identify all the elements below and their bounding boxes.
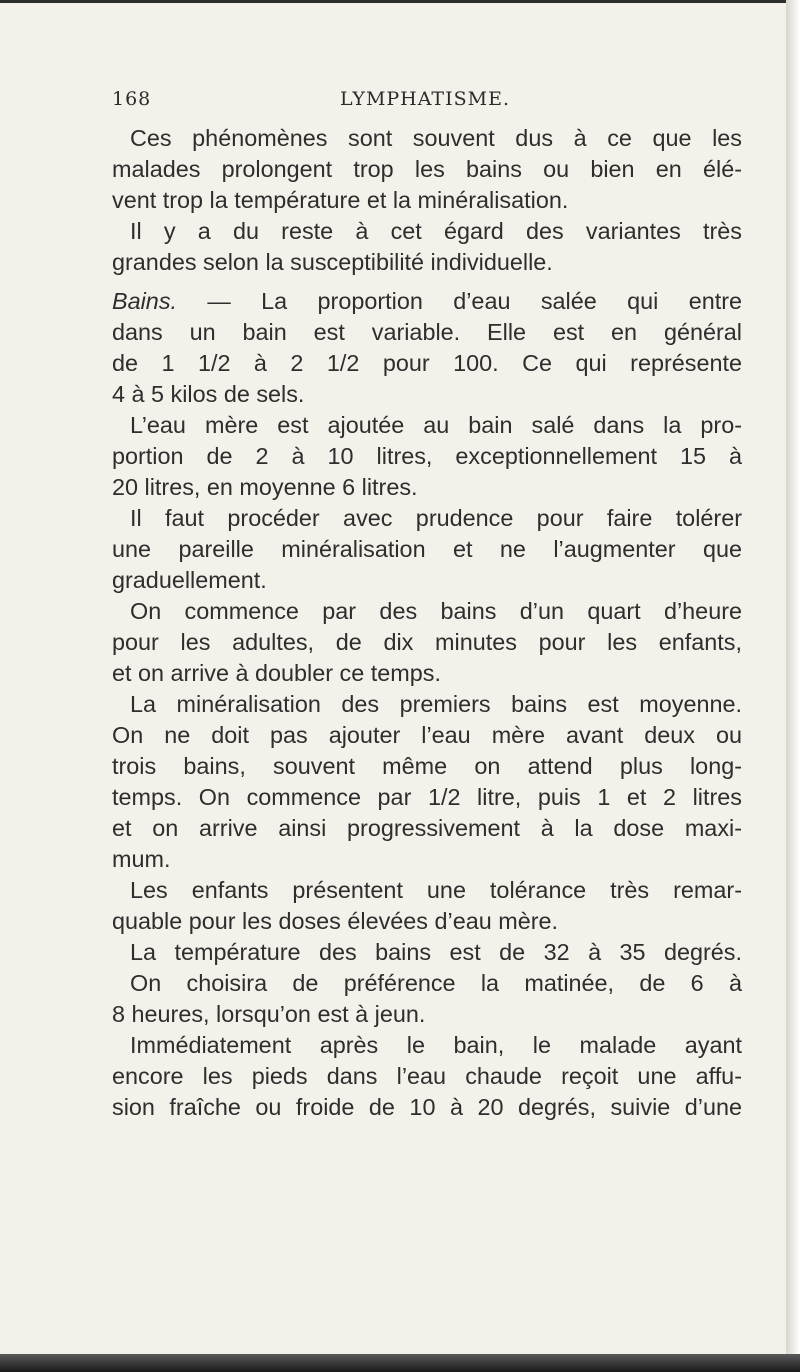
text-line-content: vent trop la température et la minéralisation. xyxy=(112,187,569,213)
text-line-content: temps. On commence par 1/2 litre, puis 1 et 2 litres xyxy=(112,784,742,810)
page-number: 168 xyxy=(112,88,152,110)
text-line xyxy=(112,565,742,596)
text-line-content: On ne doit pas ajouter l’eau mère avant deux ou xyxy=(112,722,742,748)
text-line xyxy=(112,286,742,317)
text-line-content: L’eau mère est ajoutée au bain salé dans la pro- xyxy=(130,412,742,438)
text-line xyxy=(112,534,742,565)
text-line xyxy=(112,1061,742,1092)
text-line xyxy=(112,658,742,689)
scan-margin-bottom xyxy=(0,1354,800,1372)
text-line xyxy=(112,379,742,410)
text-line xyxy=(112,627,742,658)
text-line-content: dans un bain est variable. Elle est en général xyxy=(112,319,742,345)
text-line xyxy=(112,1092,742,1123)
body-text xyxy=(112,123,742,1123)
text-line-content: graduellement. xyxy=(112,567,267,593)
text-line xyxy=(112,999,742,1030)
text-line-content: malades prolongent trop les bains ou bien en élé- xyxy=(112,156,742,182)
text-line xyxy=(112,844,742,875)
text-line xyxy=(112,185,742,216)
text-line xyxy=(112,596,742,627)
text-line xyxy=(112,813,742,844)
text-line xyxy=(112,441,742,472)
section-lead-heading: Bains. xyxy=(112,288,178,314)
text-line xyxy=(112,937,742,968)
text-line-content: Ces phénomènes sont souvent dus à ce que les xyxy=(130,125,742,151)
text-line-content: La minéralisation des premiers bains est moyenne. xyxy=(130,691,742,717)
text-line xyxy=(112,216,742,247)
text-line xyxy=(112,1030,742,1061)
text-line xyxy=(112,906,742,937)
text-line-content: 8 heures, lorsqu’on est à jeun. xyxy=(112,1001,426,1027)
text-line-content: Immédiatement après le bain, le malade ayant xyxy=(130,1032,742,1058)
text-line-content: encore les pieds dans l’eau chaude reçoit une affu- xyxy=(112,1063,742,1089)
text-line xyxy=(112,720,742,751)
text-line xyxy=(112,410,742,441)
text-line xyxy=(112,689,742,720)
text-line xyxy=(112,875,742,906)
text-line-content: Il faut procéder avec prudence pour faire tolérer xyxy=(130,505,742,531)
text-line-content: 20 litres, en moyenne 6 litres. xyxy=(112,474,418,500)
text-line xyxy=(112,317,742,348)
text-line-content: On choisira de préférence la matinée, de 6 à xyxy=(130,970,742,996)
text-line xyxy=(112,348,742,379)
running-title: LYMPHATISME. xyxy=(340,88,510,110)
text-line xyxy=(112,247,742,278)
text-line-content: et on arrive à doubler ce temps. xyxy=(112,660,441,686)
text-line xyxy=(112,968,742,999)
text-line-content: — La proportion d’eau salée qui entre xyxy=(207,288,743,314)
text-line xyxy=(112,782,742,813)
text-line-content: On commence par des bains d’un quart d’heure xyxy=(130,598,742,624)
text-line xyxy=(112,503,742,534)
text-line-content: et on arrive ainsi progressivement à la dose maxi- xyxy=(112,815,742,841)
text-line-content: portion de 2 à 10 litres, exceptionnellement 15 à xyxy=(112,443,742,469)
text-line-content: La température des bains est de 32 à 35 degrés. xyxy=(130,939,742,965)
page-header xyxy=(112,88,712,118)
text-line-content: trois bains, souvent même on attend plus long- xyxy=(112,753,742,779)
text-line-content: 4 à 5 kilos de sels. xyxy=(112,381,305,407)
text-line-content: sion fraîche ou froide de 10 à 20 degrés, suivie d’une xyxy=(112,1094,742,1120)
text-line-content: Il y a du reste à cet égard des variantes très xyxy=(130,218,742,244)
text-line-content: grandes selon la susceptibilité individuelle. xyxy=(112,249,553,275)
text-line-content: quable pour les doses élevées d’eau mère. xyxy=(112,908,559,934)
page-top-edge xyxy=(0,0,790,3)
text-line-content: Les enfants présentent une tolérance très remar- xyxy=(130,877,742,903)
paragraph-gap xyxy=(112,278,742,286)
text-line xyxy=(112,154,742,185)
text-line xyxy=(112,123,742,154)
scan-margin-right xyxy=(786,0,800,1372)
text-line xyxy=(112,472,742,503)
text-line-content: une pareille minéralisation et ne l’augmenter que xyxy=(112,536,742,562)
text-line-content: pour les adultes, de dix minutes pour les enfants, xyxy=(112,629,742,655)
text-line-content: mum. xyxy=(112,846,171,872)
text-line-content: de 1 1/2 à 2 1/2 pour 100. Ce qui représente xyxy=(112,350,742,376)
text-line xyxy=(112,751,742,782)
